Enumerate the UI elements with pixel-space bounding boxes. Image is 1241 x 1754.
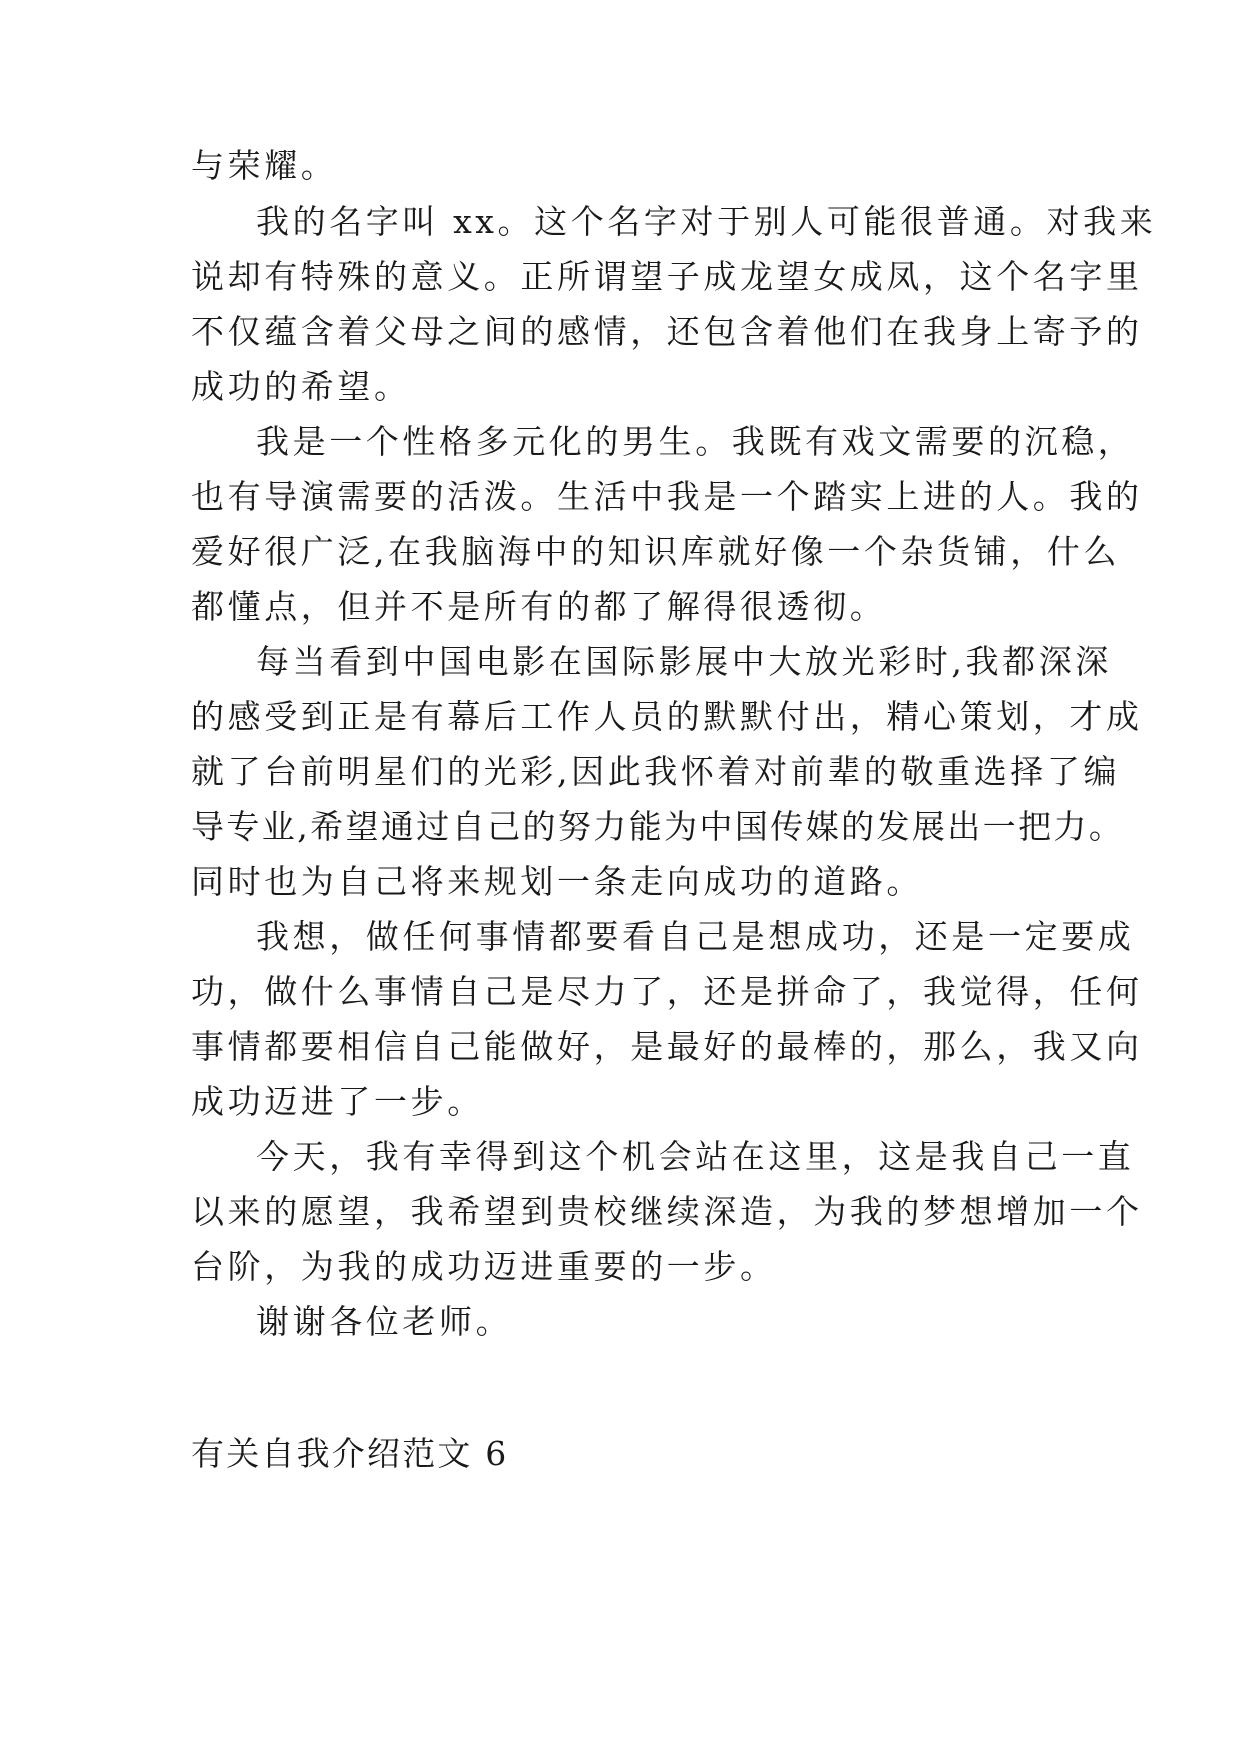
text-line: 就了台前明星们的光彩,因此我怀着对前辈的敬重选择了编	[191, 752, 1121, 791]
paragraph-first-line: 今天，我有幸得到这个机会站在这里，这是我自己一直	[256, 1137, 1135, 1176]
text-line: 功，做什么事情自己是尽力了，还是拼命了，我觉得，任何	[191, 972, 1143, 1011]
text-line: 爱好很广泛,在我脑海中的知识库就好像一个杂货铺，什么	[191, 532, 1121, 571]
text-line: 导专业,希望通过自己的努力能为中国传媒的发展出一把力。	[191, 807, 1125, 846]
text-line: 都懂点，但并不是所有的都了解得很透彻。	[191, 587, 887, 626]
paragraph-first-line: 我是一个性格多元化的男生。我既有戏文需要的沉稳，	[256, 422, 1135, 461]
text-line: 也有导演需要的活泼。生活中我是一个踏实上进的人。我的	[191, 477, 1143, 516]
text-line: 事情都要相信自己能做好，是最好的最棒的，那么，我又向	[191, 1027, 1143, 1066]
text-line: 说却有特殊的意义。正所谓望子成龙望女成凤，这个名字里	[191, 257, 1143, 296]
paragraph-first-line: 我的名字叫 xx。这个名字对于别人可能很普通。对我来	[256, 202, 1157, 241]
text-line: 同时也为自己将来规划一条走向成功的道路。	[191, 862, 923, 901]
text-line: 与荣耀。	[191, 146, 338, 185]
paragraph-first-line: 每当看到中国电影在国际影展中大放光彩时,我都深深	[256, 642, 1112, 681]
text-line: 成功迈进了一步。	[191, 1082, 484, 1121]
section-heading: 有关自我介绍范文 6	[191, 1434, 509, 1473]
closing-line: 谢谢各位老师。	[256, 1302, 513, 1341]
text-line: 台阶，为我的成功迈进重要的一步。	[191, 1247, 777, 1286]
paragraph-first-line: 我想，做任何事情都要看自己是想成功，还是一定要成	[256, 917, 1135, 956]
text-line: 的感受到正是有幕后工作人员的默默付出，精心策划，才成	[191, 697, 1143, 736]
text-line: 成功的希望。	[191, 367, 411, 406]
text-line: 以来的愿望，我希望到贵校继续深造，为我的梦想增加一个	[191, 1192, 1143, 1231]
text-line: 不仅蕴含着父母之间的感情，还包含着他们在我身上寄予的	[191, 312, 1143, 351]
